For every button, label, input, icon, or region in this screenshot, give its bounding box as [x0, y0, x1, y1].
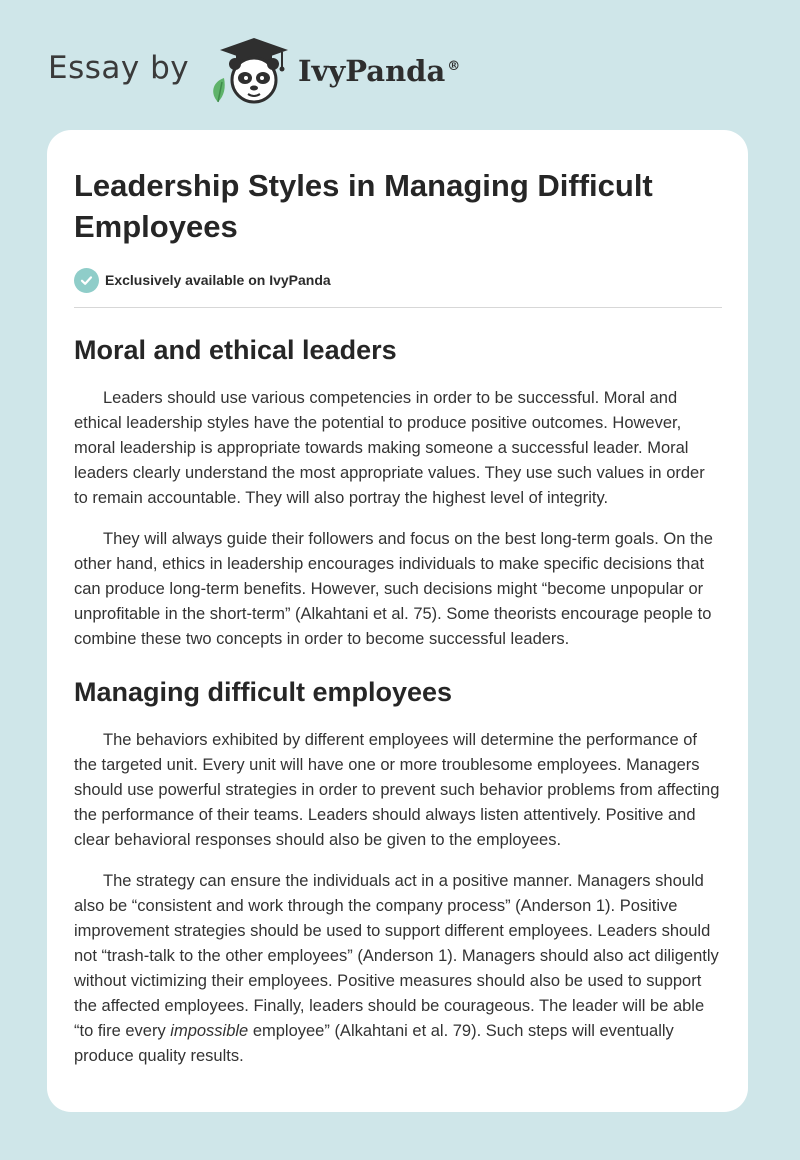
panda-logo-icon[interactable]: [200, 36, 296, 108]
essay-title: Leadership Styles in Managing Difficult Employees: [74, 168, 653, 244]
paragraph: [74, 869, 722, 1069]
section-difficult-employees: [74, 676, 722, 1069]
paragraph: Leaders should use various competencies in order to be successful. Moral and ethical leadership styles have the potential to produce positive outcomes. However, moral leadership is appropriate towards making someone a successful leader. Moral leaders clearly understand the most appropriate values. They use such values in order to remain accountable. They will also portray the highest level of integrity.: [74, 389, 705, 507]
site-header: [48, 36, 548, 108]
exclusive-badge: [74, 267, 722, 293]
emphasis-text: impossible: [170, 1022, 249, 1040]
trademark-symbol: ®: [447, 59, 461, 75]
paragraph-text: The strategy can ensure the individuals act in a positive manner. Managers should also be “consistent and work through the company process” (Anderson 1). Positive improvement strategies should be used to support different employees. Leaders should not “trash-talk to the other employees” (Anderson 1). Managers should also act diligently without victimizing their employees. Positive measures should also be used to support the affected employees. Finally, leaders should be courageous. The leader will be able “to fire every: [74, 872, 719, 1040]
divider: [74, 307, 722, 308]
section-heading: Managing difficult employees: [74, 677, 453, 707]
section-moral-ethical: [74, 334, 722, 652]
paragraph: The behaviors exhibited by different employees will determine the performance of the targeted unit. Every unit will have one or more troublesome employees. Managers should use powerful strategies in order to prevent such behavior problems from affecting the performance of their teams. Leaders should always listen attentively. Positive and clear behavioral responses should also be given to the employees.: [74, 731, 720, 849]
exclusive-label: Exclusively available on IvyPanda: [105, 272, 331, 288]
section-heading: Moral and ethical leaders: [74, 335, 397, 365]
check-circle-icon: [74, 268, 99, 293]
paragraph: They will always guide their followers and focus on the best long-term goals. On the other hand, ethics in leadership encourages individuals to make specific decisions that can produce long-term benefits. However, such decisions might “become unpopular or unprofitable in the short-term” (Alkahtani et al. 75). Some theorists encourage people to combine these two concepts in order to become successful leaders.: [74, 530, 713, 648]
paragraph-text: employee” (Alkahtani et al. 79). Such steps will eventually produce quality results.: [74, 1022, 674, 1065]
essay-by-label: Essay by: [48, 50, 190, 86]
brand-name[interactable]: IvyPanda ®: [298, 54, 461, 88]
essay-card: [47, 130, 748, 1112]
